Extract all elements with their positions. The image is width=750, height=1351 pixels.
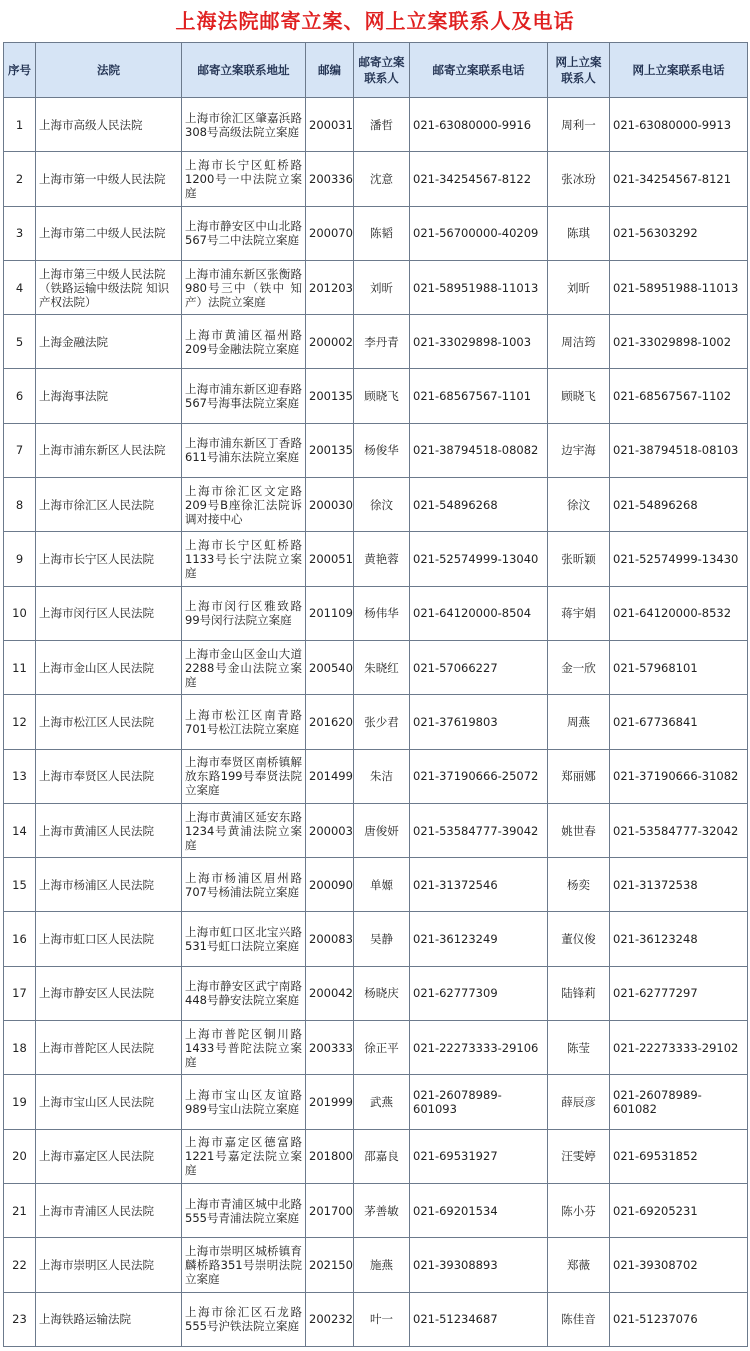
cell-zipcode: 200232 [306,1292,354,1346]
cell-court: 上海市徐汇区人民法院 [36,478,182,532]
cell-zipcode: 201700 [306,1183,354,1237]
cell-online-contact: 蒋宇娟 [548,586,610,640]
cell-mail-contact: 邵嘉良 [354,1129,410,1183]
cell-mail-contact: 施燕 [354,1238,410,1292]
cell-mail-phone: 021-38794518-08082 [410,423,548,477]
cell-online-phone: 021-58951988-11013 [610,260,748,314]
cell-zipcode: 200003 [306,803,354,857]
table-row [4,1183,748,1237]
cell-mail-address: 上海市黄浦区福州路209号金融法院立案庭 [182,315,306,369]
cell-mail-address: 上海市长宁区虹桥路1200号一中法院立案庭 [182,152,306,206]
table-row [4,1129,748,1183]
table-row [4,315,748,369]
cell-mail-address: 上海市嘉定区德富路1221号嘉定法院立案庭 [182,1129,306,1183]
table-row [4,478,748,532]
header-online-phone: 网上立案联系电话 [610,43,748,98]
cell-mail-contact: 杨伟华 [354,586,410,640]
cell-mail-address: 上海市崇明区城桥镇育麟桥路351号崇明法院立案庭 [182,1238,306,1292]
cell-mail-phone: 021-34254567-8122 [410,152,548,206]
cell-court: 上海市虹口区人民法院 [36,912,182,966]
header-mail-address: 邮寄立案联系地址 [182,43,306,98]
cell-mail-address: 上海市虹口区北宝兴路531号虹口法院立案庭 [182,912,306,966]
cell-zipcode: 200070 [306,206,354,260]
cell-online-phone: 021-53584777-32042 [610,803,748,857]
table-row [4,586,748,640]
cell-mail-contact: 杨俊华 [354,423,410,477]
court-contact-table [3,42,748,1347]
cell-index: 14 [4,803,36,857]
cell-mail-phone: 021-31372546 [410,858,548,912]
cell-zipcode: 200042 [306,966,354,1020]
header-online-contact: 网上立案联系人 [548,43,610,98]
cell-zipcode: 201800 [306,1129,354,1183]
table-row [4,369,748,423]
cell-mail-contact: 茅善敏 [354,1183,410,1237]
table-row [4,152,748,206]
cell-online-contact: 董仪俊 [548,912,610,966]
cell-online-contact: 张冰玢 [548,152,610,206]
cell-court: 上海市崇明区人民法院 [36,1238,182,1292]
cell-index: 16 [4,912,36,966]
cell-mail-contact: 武燕 [354,1075,410,1129]
cell-index: 18 [4,1021,36,1075]
cell-online-contact: 顾晓飞 [548,369,610,423]
table-header-row [4,43,748,98]
cell-mail-contact: 张少君 [354,695,410,749]
cell-mail-address: 上海市普陀区铜川路1433号普陀法院立案庭 [182,1021,306,1075]
cell-court: 上海市奉贤区人民法院 [36,749,182,803]
cell-mail-phone: 021-54896268 [410,478,548,532]
cell-index: 2 [4,152,36,206]
cell-court: 上海市金山区人民法院 [36,640,182,694]
table-row [4,749,748,803]
cell-mail-address: 上海市浦东新区丁香路611号浦东法院立案庭 [182,423,306,477]
cell-online-phone: 021-67736841 [610,695,748,749]
cell-mail-contact: 唐俊妍 [354,803,410,857]
cell-zipcode: 200333 [306,1021,354,1075]
cell-court: 上海市第一中级人民法院 [36,152,182,206]
cell-online-contact: 汪雯婷 [548,1129,610,1183]
cell-online-phone: 021-34254567-8121 [610,152,748,206]
cell-mail-contact: 徐正平 [354,1021,410,1075]
cell-online-phone: 021-51237076 [610,1292,748,1346]
cell-index: 13 [4,749,36,803]
table-row [4,1021,748,1075]
cell-mail-address: 上海市静安区中山北路567号二中法院立案庭 [182,206,306,260]
cell-online-phone: 021-37190666-31082 [610,749,748,803]
header-court: 法院 [36,43,182,98]
cell-index: 7 [4,423,36,477]
cell-online-contact: 张昕颖 [548,532,610,586]
cell-online-phone: 021-56303292 [610,206,748,260]
cell-zipcode: 201620 [306,695,354,749]
cell-court: 上海市杨浦区人民法院 [36,858,182,912]
cell-online-contact: 周洁筠 [548,315,610,369]
cell-mail-contact: 叶一 [354,1292,410,1346]
cell-zipcode: 200540 [306,640,354,694]
cell-mail-phone: 021-37619803 [410,695,548,749]
cell-online-phone: 021-31372538 [610,858,748,912]
cell-court: 上海市静安区人民法院 [36,966,182,1020]
cell-zipcode: 200135 [306,423,354,477]
cell-online-phone: 021-62777297 [610,966,748,1020]
cell-online-phone: 021-39308702 [610,1238,748,1292]
cell-index: 15 [4,858,36,912]
cell-online-contact: 薛辰彦 [548,1075,610,1129]
cell-online-phone: 021-68567567-1102 [610,369,748,423]
cell-online-phone: 021-22273333-29102 [610,1021,748,1075]
cell-index: 23 [4,1292,36,1346]
cell-online-phone: 021-63080000-9913 [610,98,748,152]
cell-zipcode: 201999 [306,1075,354,1129]
cell-zipcode: 201499 [306,749,354,803]
table-row [4,423,748,477]
table-row [4,858,748,912]
cell-online-contact: 姚世春 [548,803,610,857]
cell-online-phone: 021-69531852 [610,1129,748,1183]
cell-zipcode: 200002 [306,315,354,369]
cell-mail-contact: 吴静 [354,912,410,966]
cell-index: 3 [4,206,36,260]
cell-online-contact: 金一欣 [548,640,610,694]
cell-index: 1 [4,98,36,152]
cell-court: 上海金融法院 [36,315,182,369]
cell-online-contact: 陈琪 [548,206,610,260]
cell-mail-address: 上海市徐汇区石龙路555号沪铁法院立案庭 [182,1292,306,1346]
cell-mail-address: 上海市静安区武宁南路448号静安法院立案庭 [182,966,306,1020]
header-zipcode: 邮编 [306,43,354,98]
cell-online-phone: 021-36123248 [610,912,748,966]
cell-court: 上海市闵行区人民法院 [36,586,182,640]
cell-online-contact: 陈莹 [548,1021,610,1075]
cell-index: 12 [4,695,36,749]
cell-zipcode: 201203 [306,260,354,314]
table-row [4,695,748,749]
cell-online-phone: 021-52574999-13430 [610,532,748,586]
cell-court: 上海铁路运输法院 [36,1292,182,1346]
cell-mail-contact: 朱晓红 [354,640,410,694]
cell-mail-address: 上海市青浦区城中北路555号青浦法院立案庭 [182,1183,306,1237]
cell-mail-phone: 021-62777309 [410,966,548,1020]
cell-online-contact: 陆锋莉 [548,966,610,1020]
cell-mail-contact: 单嫄 [354,858,410,912]
cell-index: 19 [4,1075,36,1129]
cell-mail-phone: 021-51234687 [410,1292,548,1346]
cell-court: 上海市长宁区人民法院 [36,532,182,586]
cell-mail-contact: 李丹青 [354,315,410,369]
cell-mail-phone: 021-57066227 [410,640,548,694]
cell-mail-address: 上海市徐汇区肇嘉浜路308号高级法院立案庭 [182,98,306,152]
cell-index: 17 [4,966,36,1020]
cell-index: 8 [4,478,36,532]
cell-mail-phone: 021-36123249 [410,912,548,966]
cell-online-contact: 周燕 [548,695,610,749]
cell-mail-phone: 021-63080000-9916 [410,98,548,152]
table-row [4,98,748,152]
cell-mail-contact: 朱洁 [354,749,410,803]
header-mail-phone: 邮寄立案联系电话 [410,43,548,98]
cell-mail-phone: 021-56700000-40209 [410,206,548,260]
cell-mail-address: 上海市奉贤区南桥镇解放东路199号奉贤法院立案庭 [182,749,306,803]
cell-index: 10 [4,586,36,640]
cell-mail-phone: 021-68567567-1101 [410,369,548,423]
cell-mail-address: 上海市浦东新区张衡路980号三中（铁中 知产）法院立案庭 [182,260,306,314]
cell-mail-contact: 徐汶 [354,478,410,532]
cell-index: 22 [4,1238,36,1292]
table-row [4,1292,748,1346]
cell-court: 上海市嘉定区人民法院 [36,1129,182,1183]
cell-court: 上海市松江区人民法院 [36,695,182,749]
table-row [4,640,748,694]
table-row [4,260,748,314]
cell-court: 上海市第二中级人民法院 [36,206,182,260]
cell-mail-address: 上海市金山区金山大道2288号金山法院立案庭 [182,640,306,694]
cell-zipcode: 200135 [306,369,354,423]
table-row [4,206,748,260]
cell-online-phone: 021-57968101 [610,640,748,694]
cell-mail-phone: 021-33029898-1003 [410,315,548,369]
cell-index: 9 [4,532,36,586]
cell-mail-contact: 顾晓飞 [354,369,410,423]
cell-online-contact: 边宇海 [548,423,610,477]
page-title: 上海法院邮寄立案、网上立案联系人及电话 [175,9,575,33]
cell-online-phone: 021-69205231 [610,1183,748,1237]
cell-mail-contact: 陈韬 [354,206,410,260]
table-body [4,98,748,1347]
cell-mail-phone: 021-26078989-601093 [410,1075,548,1129]
cell-mail-address: 上海市宝山区友谊路989号宝山法院立案庭 [182,1075,306,1129]
cell-mail-phone: 021-37190666-25072 [410,749,548,803]
cell-court: 上海市普陀区人民法院 [36,1021,182,1075]
cell-mail-address: 上海市黄浦区延安东路1234号黄浦法院立案庭 [182,803,306,857]
cell-mail-address: 上海市杨浦区眉州路707号杨浦法院立案庭 [182,858,306,912]
table-row [4,1238,748,1292]
cell-court: 上海市宝山区人民法院 [36,1075,182,1129]
cell-court: 上海市第三中级人民法院（铁路运输中级法院 知识产权法院） [36,260,182,314]
cell-zipcode: 200336 [306,152,354,206]
cell-mail-contact: 杨晓庆 [354,966,410,1020]
table-row [4,1075,748,1129]
cell-zipcode: 200031 [306,98,354,152]
cell-online-phone: 021-54896268 [610,478,748,532]
cell-online-contact: 刘昕 [548,260,610,314]
cell-online-contact: 郑薇 [548,1238,610,1292]
cell-mail-phone: 021-39308893 [410,1238,548,1292]
header-index: 序号 [4,43,36,98]
table-row [4,532,748,586]
cell-online-contact: 郑丽娜 [548,749,610,803]
cell-court: 上海市青浦区人民法院 [36,1183,182,1237]
cell-online-contact: 陈小芬 [548,1183,610,1237]
cell-zipcode: 202150 [306,1238,354,1292]
cell-mail-address: 上海市浦东新区迎春路567号海事法院立案庭 [182,369,306,423]
cell-mail-contact: 刘昕 [354,260,410,314]
cell-mail-phone: 021-22273333-29106 [410,1021,548,1075]
cell-online-phone: 021-64120000-8532 [610,586,748,640]
cell-court: 上海海事法院 [36,369,182,423]
cell-mail-address: 上海市松江区南青路701号松江法院立案庭 [182,695,306,749]
cell-mail-contact: 黄艳蓉 [354,532,410,586]
cell-index: 21 [4,1183,36,1237]
cell-mail-address: 上海市长宁区虹桥路1133号长宁法院立案庭 [182,532,306,586]
cell-mail-address: 上海市闵行区雅致路99号闵行法院立案庭 [182,586,306,640]
cell-index: 20 [4,1129,36,1183]
cell-zipcode: 200051 [306,532,354,586]
cell-online-phone: 021-33029898-1002 [610,315,748,369]
cell-mail-phone: 021-52574999-13040 [410,532,548,586]
cell-zipcode: 200030 [306,478,354,532]
cell-index: 4 [4,260,36,314]
cell-online-contact: 周利一 [548,98,610,152]
cell-zipcode: 200090 [306,858,354,912]
table-row [4,803,748,857]
cell-mail-phone: 021-53584777-39042 [410,803,548,857]
cell-zipcode: 200083 [306,912,354,966]
cell-court: 上海市高级人民法院 [36,98,182,152]
cell-mail-phone: 021-58951988-11013 [410,260,548,314]
cell-mail-phone: 021-69201534 [410,1183,548,1237]
cell-mail-contact: 沈意 [354,152,410,206]
cell-online-contact: 杨奕 [548,858,610,912]
cell-online-phone: 021-26078989-601082 [610,1075,748,1129]
cell-index: 6 [4,369,36,423]
cell-mail-phone: 021-69531927 [410,1129,548,1183]
cell-index: 11 [4,640,36,694]
cell-online-phone: 021-38794518-08103 [610,423,748,477]
table-row [4,966,748,1020]
cell-zipcode: 201109 [306,586,354,640]
cell-court: 上海市黄浦区人民法院 [36,803,182,857]
cell-online-contact: 陈佳音 [548,1292,610,1346]
cell-online-contact: 徐汶 [548,478,610,532]
header-mail-contact: 邮寄立案联系人 [354,43,410,98]
cell-mail-contact: 潘哲 [354,98,410,152]
cell-index: 5 [4,315,36,369]
cell-mail-address: 上海市徐汇区文定路209号B座徐汇法院诉调对接中心 [182,478,306,532]
table-row [4,912,748,966]
cell-court: 上海市浦东新区人民法院 [36,423,182,477]
cell-mail-phone: 021-64120000-8504 [410,586,548,640]
